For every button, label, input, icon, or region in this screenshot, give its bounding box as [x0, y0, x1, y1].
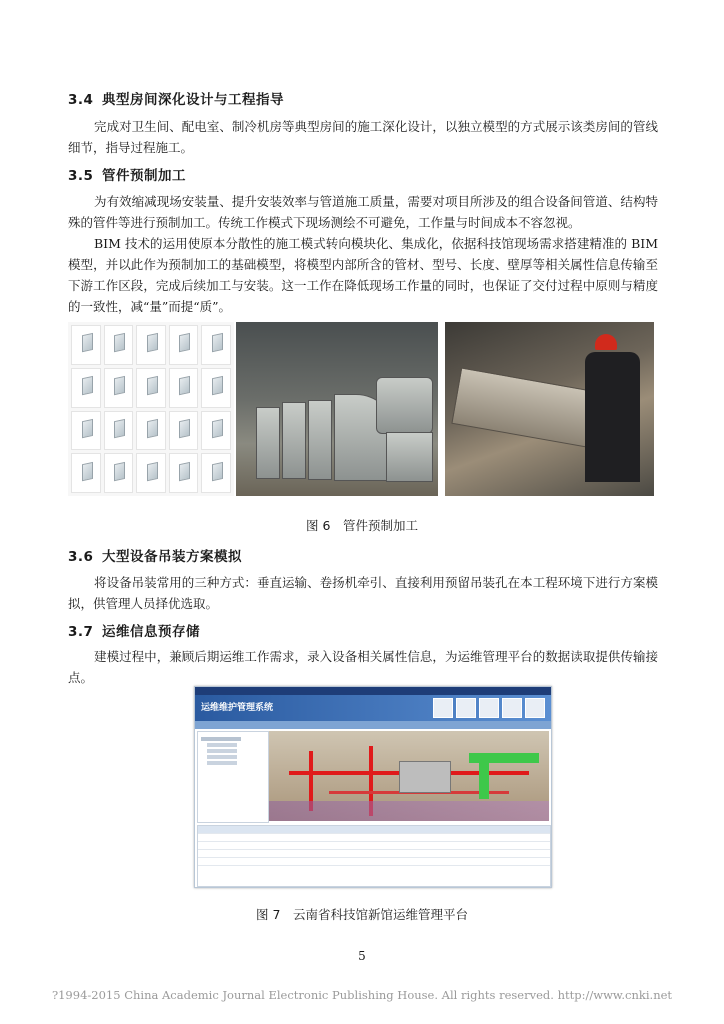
section-3-4-paragraph-1: 完成对卫生间、配电室、制冷机房等典型房间的施工深化设计，以独立模型的方式展示该类房间的管线细节，指导过程施工。 — [68, 119, 658, 155]
section-heading-3-7: 3.7 运维信息预存储 — [68, 624, 200, 640]
page-number: 5 — [358, 949, 366, 963]
hard-hat-icon — [595, 334, 617, 350]
section-3-6-paragraph-1: 将设备吊装常用的三种方式：垂直运输、卷扬机牵引、直接利用预留吊装孔在本工程环境下进行方案模拟，供管理人员择优选取。 — [68, 575, 658, 611]
figure-7-screenshot — [194, 686, 552, 888]
figure-6 — [68, 322, 654, 496]
figure-7-caption: 图 7 云南省科技馆新馆运维管理平台 — [256, 907, 468, 922]
figure-6-workshop-photo — [236, 322, 438, 496]
section-heading-3-4: 3.4 典型房间深化设计与工程指导 — [68, 92, 284, 108]
copyright-footer: ?1994-2015 China Academic Journal Electronic Publishing House. All rights reserved. http://www.cnki.net — [51, 988, 673, 1002]
toolbar-icon — [502, 698, 522, 718]
figure-6-caption: 图 6 管件预制加工 — [306, 518, 418, 533]
bim-model-view — [269, 731, 549, 821]
toolbar-icon — [525, 698, 545, 718]
section-3-5-paragraph-1: 为有效缩减现场安装量、提升安装效率与管道施工质量，需要对项目所涉及的组合设备间管道、结构特殊的管件等进行预制加工。传统工作模式下现场测绘不可避免，工作量与时间成本不容忽视。 — [68, 194, 658, 230]
section-heading-3-6: 3.6 大型设备吊装方案模拟 — [68, 549, 242, 565]
menu-bar — [195, 721, 551, 729]
figure-6-model-grid-image — [68, 322, 234, 496]
toolbar-icon — [456, 698, 476, 718]
toolbar-icon — [433, 698, 453, 718]
tree-panel — [197, 731, 269, 823]
equipment-table — [197, 825, 551, 887]
app-logo: 运维维护管理系统 — [201, 703, 274, 713]
toolbar-icons — [433, 698, 545, 718]
section-3-7-paragraph-1: 建模过程中，兼顾后期运维工作需求，录入设备相关属性信息，为运维管理平台的数据读取提供传输接点。 — [68, 649, 658, 685]
section-heading-3-5: 3.5 管件预制加工 — [68, 168, 186, 184]
toolbar-icon — [479, 698, 499, 718]
figure-6-worker-photo — [445, 322, 654, 496]
section-3-5-paragraph-2: BIM 技术的运用使原本分散性的施工模式转向模块化、集成化，依据科技馆现场需求搭建精准的 BIM 模型，并以此作为预制加工的基础模型，将模型内部所含的管材、型号、长度、壁厚等相关属性信息传输至下游工作区段，完成后续加工与安装。这一工作在降低现场工作量的同时，也保证了交付过程中原则与精度的一致性，减“量”而提“质”。 — [68, 236, 658, 314]
